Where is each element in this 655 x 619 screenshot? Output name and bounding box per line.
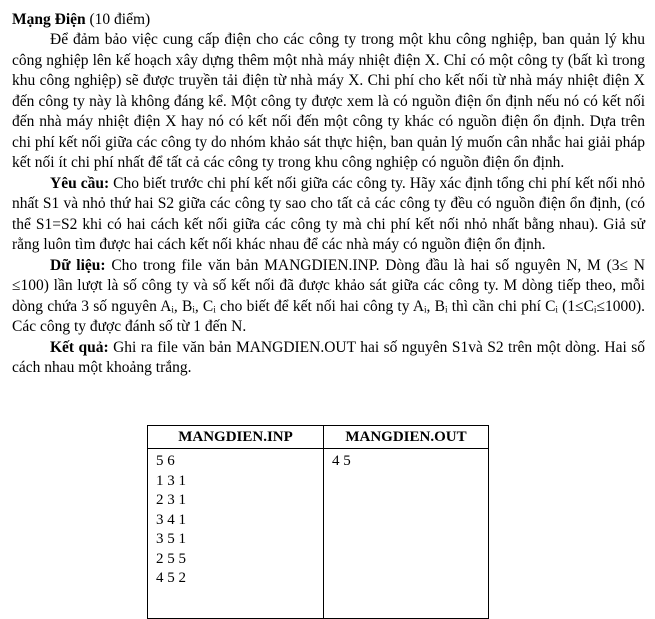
input-spec-text: Cho trong file văn bản MANGDIEN.INP. Dòng đầu là hai số nguyên N, M (3≤ N ≤100) lần lượt là số công ty và số kết nối đã được khảo sát giữa các công ty. M dòng tiếp theo, mỗi dòng chứa 3 số nguyên Aᵢ, Bᵢ, Cᵢ cho biết để kết nối hai công ty Aᵢ, Bᵢ thì cần chi phí Cᵢ (1≤Cᵢ≤1000). Các công ty được đánh số từ 1 đến N. (12, 256, 645, 335)
output-spec-text: Ghi ra file văn bản MANGDIEN.OUT hai số nguyên S1và S2 trên một dòng. Hai số cách nhau một khoảng trắng. (12, 338, 646, 376)
input-file-header: MANGDIEN.INP (148, 426, 324, 449)
example-header-row (148, 426, 489, 449)
intro-paragraph: Để đảm bảo việc cung cấp điện cho các công ty trong một khu công nghiệp, ban quản lý khu công nghiệp lên kế hoạch xây dựng thêm một nhà máy nhiệt điện X. Chỉ có một công ty (bất kì trong khu công nghiệp) sẽ được truyền tải điện từ nhà máy X. Chi phí cho kết nối từ nhà máy nhiệt điện X đến công ty này là không đáng kể. Một công ty được xem là có nguồn điện ổn định nếu nó có kết nối đến nhà máy nhiệt điện X hay nó có kết nối đến một công ty khác có nguồn điện ổn định. Dựa trên chi phí kết nối giữa các công ty do nhóm khảo sát thực hiện, ban quản lý muốn cân nhắc hai giải pháp kết nối ít chi phí nhất để tất cả các công ty trong khu công nghiệp có nguồn điện ổn định. (12, 31, 645, 171)
input-line: 2 3 1 (156, 492, 186, 508)
requirement-paragraph (12, 174, 645, 256)
input-line: 4 5 2 (156, 570, 186, 586)
input-spec-label: Dữ liệu: (50, 256, 106, 274)
input-line: 2 5 5 (156, 550, 186, 567)
input-line: 3 5 1 (156, 531, 186, 547)
output-spec-paragraph (12, 338, 645, 379)
output-line: 4 5 (332, 453, 351, 469)
input-line: 1 3 1 (156, 472, 186, 489)
output-file-header: MANGDIEN.OUT (324, 426, 489, 449)
input-line: 3 4 1 (156, 511, 186, 528)
example-input-cell (148, 449, 324, 619)
output-spec-label: Kết quả: (50, 338, 109, 356)
input-spec-paragraph (12, 256, 645, 338)
input-line: 5 6 (156, 453, 175, 469)
problem-points: (10 điểm) (89, 11, 151, 28)
example-output-cell (324, 449, 489, 619)
requirement-label: Yêu cầu: (50, 174, 110, 192)
example-data-row (148, 449, 489, 619)
problem-title-line (12, 10, 645, 30)
example-table (147, 425, 489, 619)
problem-title: Mạng Điện (12, 11, 86, 28)
requirement-text: Cho biết trước chi phí kết nối giữa các công ty. Hãy xác định tổng chi phí kết nối nhỏ nhất S1 và nhỏ thứ hai S2 giữa các công ty sao cho tất cả các công ty đều có nguồn điện ổn định, (có thể S1=S2 khi có hai cách kết nối giữa các công ty mà chi phí kết nối nhỏ nhất bằng nhau). Giả sử rằng luôn tìm được hai cách kết nối khác nhau để các nhà máy có nguồn điện ổn định. (12, 174, 645, 253)
